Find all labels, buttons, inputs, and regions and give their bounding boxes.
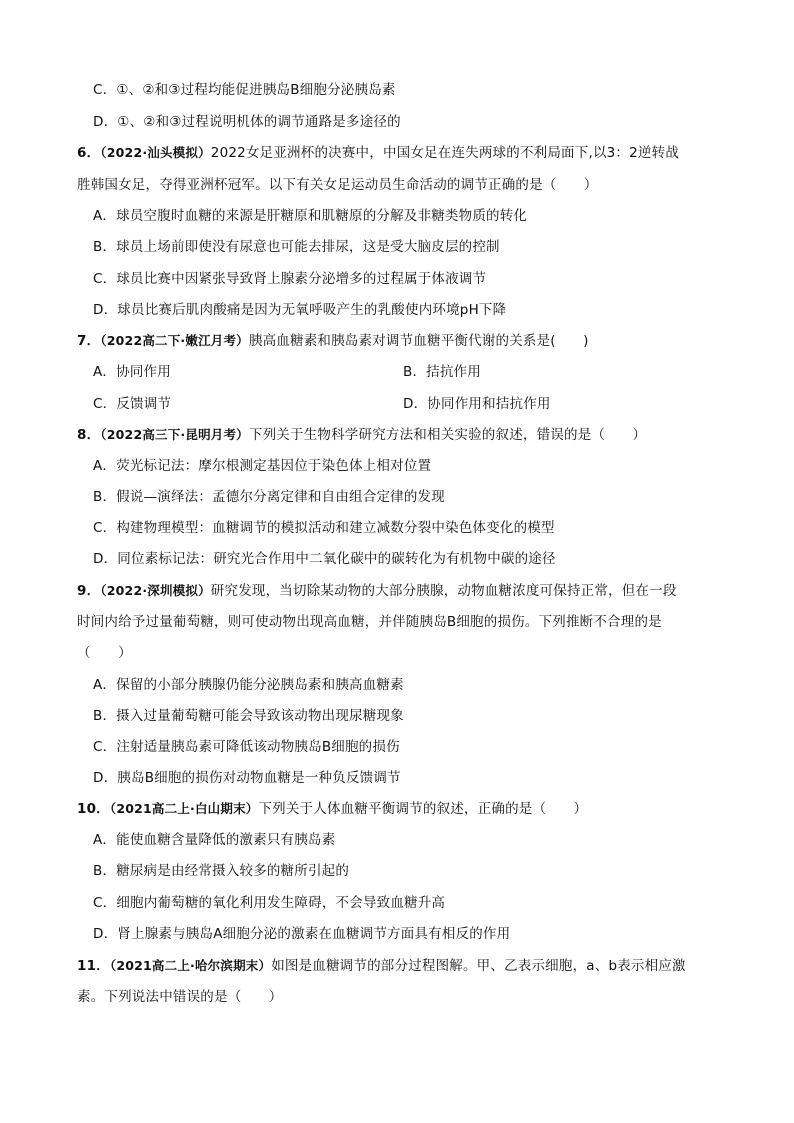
- question-source: （2021高二上·哈尔滨期末）: [109, 958, 272, 973]
- question-source: （2022·深圳模拟）: [100, 583, 211, 598]
- question-6-option-a: A．球员空腹时血糖的来源是肝糖原和肌糖原的分解及非糖类物质的转化: [93, 208, 528, 224]
- question-source: （2022·汕头模拟）: [100, 145, 211, 160]
- question-9-option-c: C．注射适量胰岛素可降低该动物胰岛B细胞的损伤: [93, 739, 400, 755]
- question-6-option-c: C．球员比赛中因紧张导致肾上腺素分泌增多的过程属于体液调节: [93, 271, 487, 287]
- question-7-option-d: D．协同作用和拮抗作用: [403, 396, 551, 412]
- question-source: （2022高二下·嫩江月考）: [100, 333, 249, 348]
- question-7-option-c: C．反馈调节: [93, 396, 172, 412]
- question-9-option-a: A．保留的小部分胰腺仍能分泌胰岛素和胰高血糖素: [93, 677, 404, 693]
- question-10-stem: [77, 799, 587, 819]
- question-11-stem-line-1: [77, 956, 686, 976]
- question-stem-text: 下列关于人体血糖平衡调节的叙述，正确的是（ ）: [258, 801, 588, 817]
- question-8-option-a: A．荧光标记法：摩尔根测定基因位于染色体上相对位置: [93, 458, 432, 474]
- question-9-option-d: D．胰岛B细胞的损伤对动物血糖是一种负反馈调节: [93, 770, 401, 786]
- question-8-option-d: D．同位素标记法：研究光合作用中二氧化碳中的碳转化为有机物中碳的途径: [93, 551, 556, 567]
- question-number: 11．: [77, 958, 110, 974]
- question-8-option-c: C．构建物理模型：血糖调节的模拟活动和建立减数分裂中染色体变化的模型: [93, 520, 555, 536]
- question-number: 10．: [77, 801, 110, 817]
- question-stem-text: 胰高血糖素和胰岛素对调节血糖平衡代谢的关系是( ): [248, 333, 589, 349]
- question-9-stem-line-3: （ ）: [77, 645, 132, 661]
- question-10-option-b: B．糖尿病是由经常摄入较多的糖所引起的: [93, 863, 350, 879]
- question-stem-text: 如图是血糖调节的部分过程图解。甲、乙表示细胞，a、b表示相应激: [271, 958, 686, 974]
- question-6-stem-line-1: [77, 143, 679, 163]
- question-stem-text: 研究发现，当切除某动物的大部分胰腺，动物血糖浓度可保持正常，但在一段: [210, 583, 677, 599]
- question-7-option-b: B．拮抗作用: [403, 364, 481, 380]
- question-number: 7．: [77, 333, 101, 349]
- question-10-option-c: C．细胞内葡萄糖的氧化利用发生障碍，不会导致血糖升高: [93, 895, 446, 911]
- question-8-option-b: B．假说—演绎法：孟德尔分离定律和自由组合定律的发现: [93, 489, 445, 505]
- question-number: 6．: [77, 145, 101, 161]
- question-6-option-b: B．球员上场前即使没有尿意也可能去排尿，这是受大脑皮层的控制: [93, 239, 500, 255]
- question-stem-text: 下列关于生物科学研究方法和相关实验的叙述，错误的是（ ）: [248, 427, 647, 443]
- question-9-option-b: B．摄入过量葡萄糖可能会导致该动物出现尿糖现象: [93, 708, 404, 724]
- question-8-stem: [77, 425, 646, 445]
- question-7-stem: [77, 331, 589, 351]
- question-9-stem-line-2: 时间内给予过量葡萄糖，则可使动物出现高血糖，并伴随胰岛B细胞的损伤。下列推断不合理的是: [77, 614, 662, 630]
- question-10-option-d: D．肾上腺素与胰岛A细胞分泌的激素在血糖调节方面具有相反的作用: [93, 926, 511, 942]
- question-6-option-d: D．球员比赛后肌肉酸痛是因为无氧呼吸产生的乳酸使内环境pH下降: [93, 302, 507, 318]
- question-source: （2022高三下·昆明月考）: [100, 427, 249, 442]
- question-source: （2021高二上·白山期末）: [109, 801, 259, 816]
- question-7-option-a: A．协同作用: [93, 364, 171, 380]
- question-6-stem-line-2: 胜韩国女足，夺得亚洲杯冠军。以下有关女足运动员生命活动的调节正确的是（ ）: [77, 177, 598, 193]
- question-9-stem-line-1: [77, 581, 677, 601]
- question-number: 9．: [77, 583, 101, 599]
- question-11-stem-line-2: 素。下列说法中错误的是（ ）: [77, 989, 283, 1005]
- q5-option-d: D．①、②和③过程说明机体的调节通路是多途径的: [93, 114, 401, 130]
- question-number: 8．: [77, 427, 101, 443]
- question-10-option-a: A．能使血糖含量降低的激素只有胰岛素: [93, 832, 336, 848]
- question-stem-text: 2022女足亚洲杯的决赛中，中国女足在连失两球的不利局面下,以3：2逆转战: [210, 145, 680, 161]
- q5-option-c: C．①、②和③过程均能促进胰岛B细胞分泌胰岛素: [93, 82, 396, 98]
